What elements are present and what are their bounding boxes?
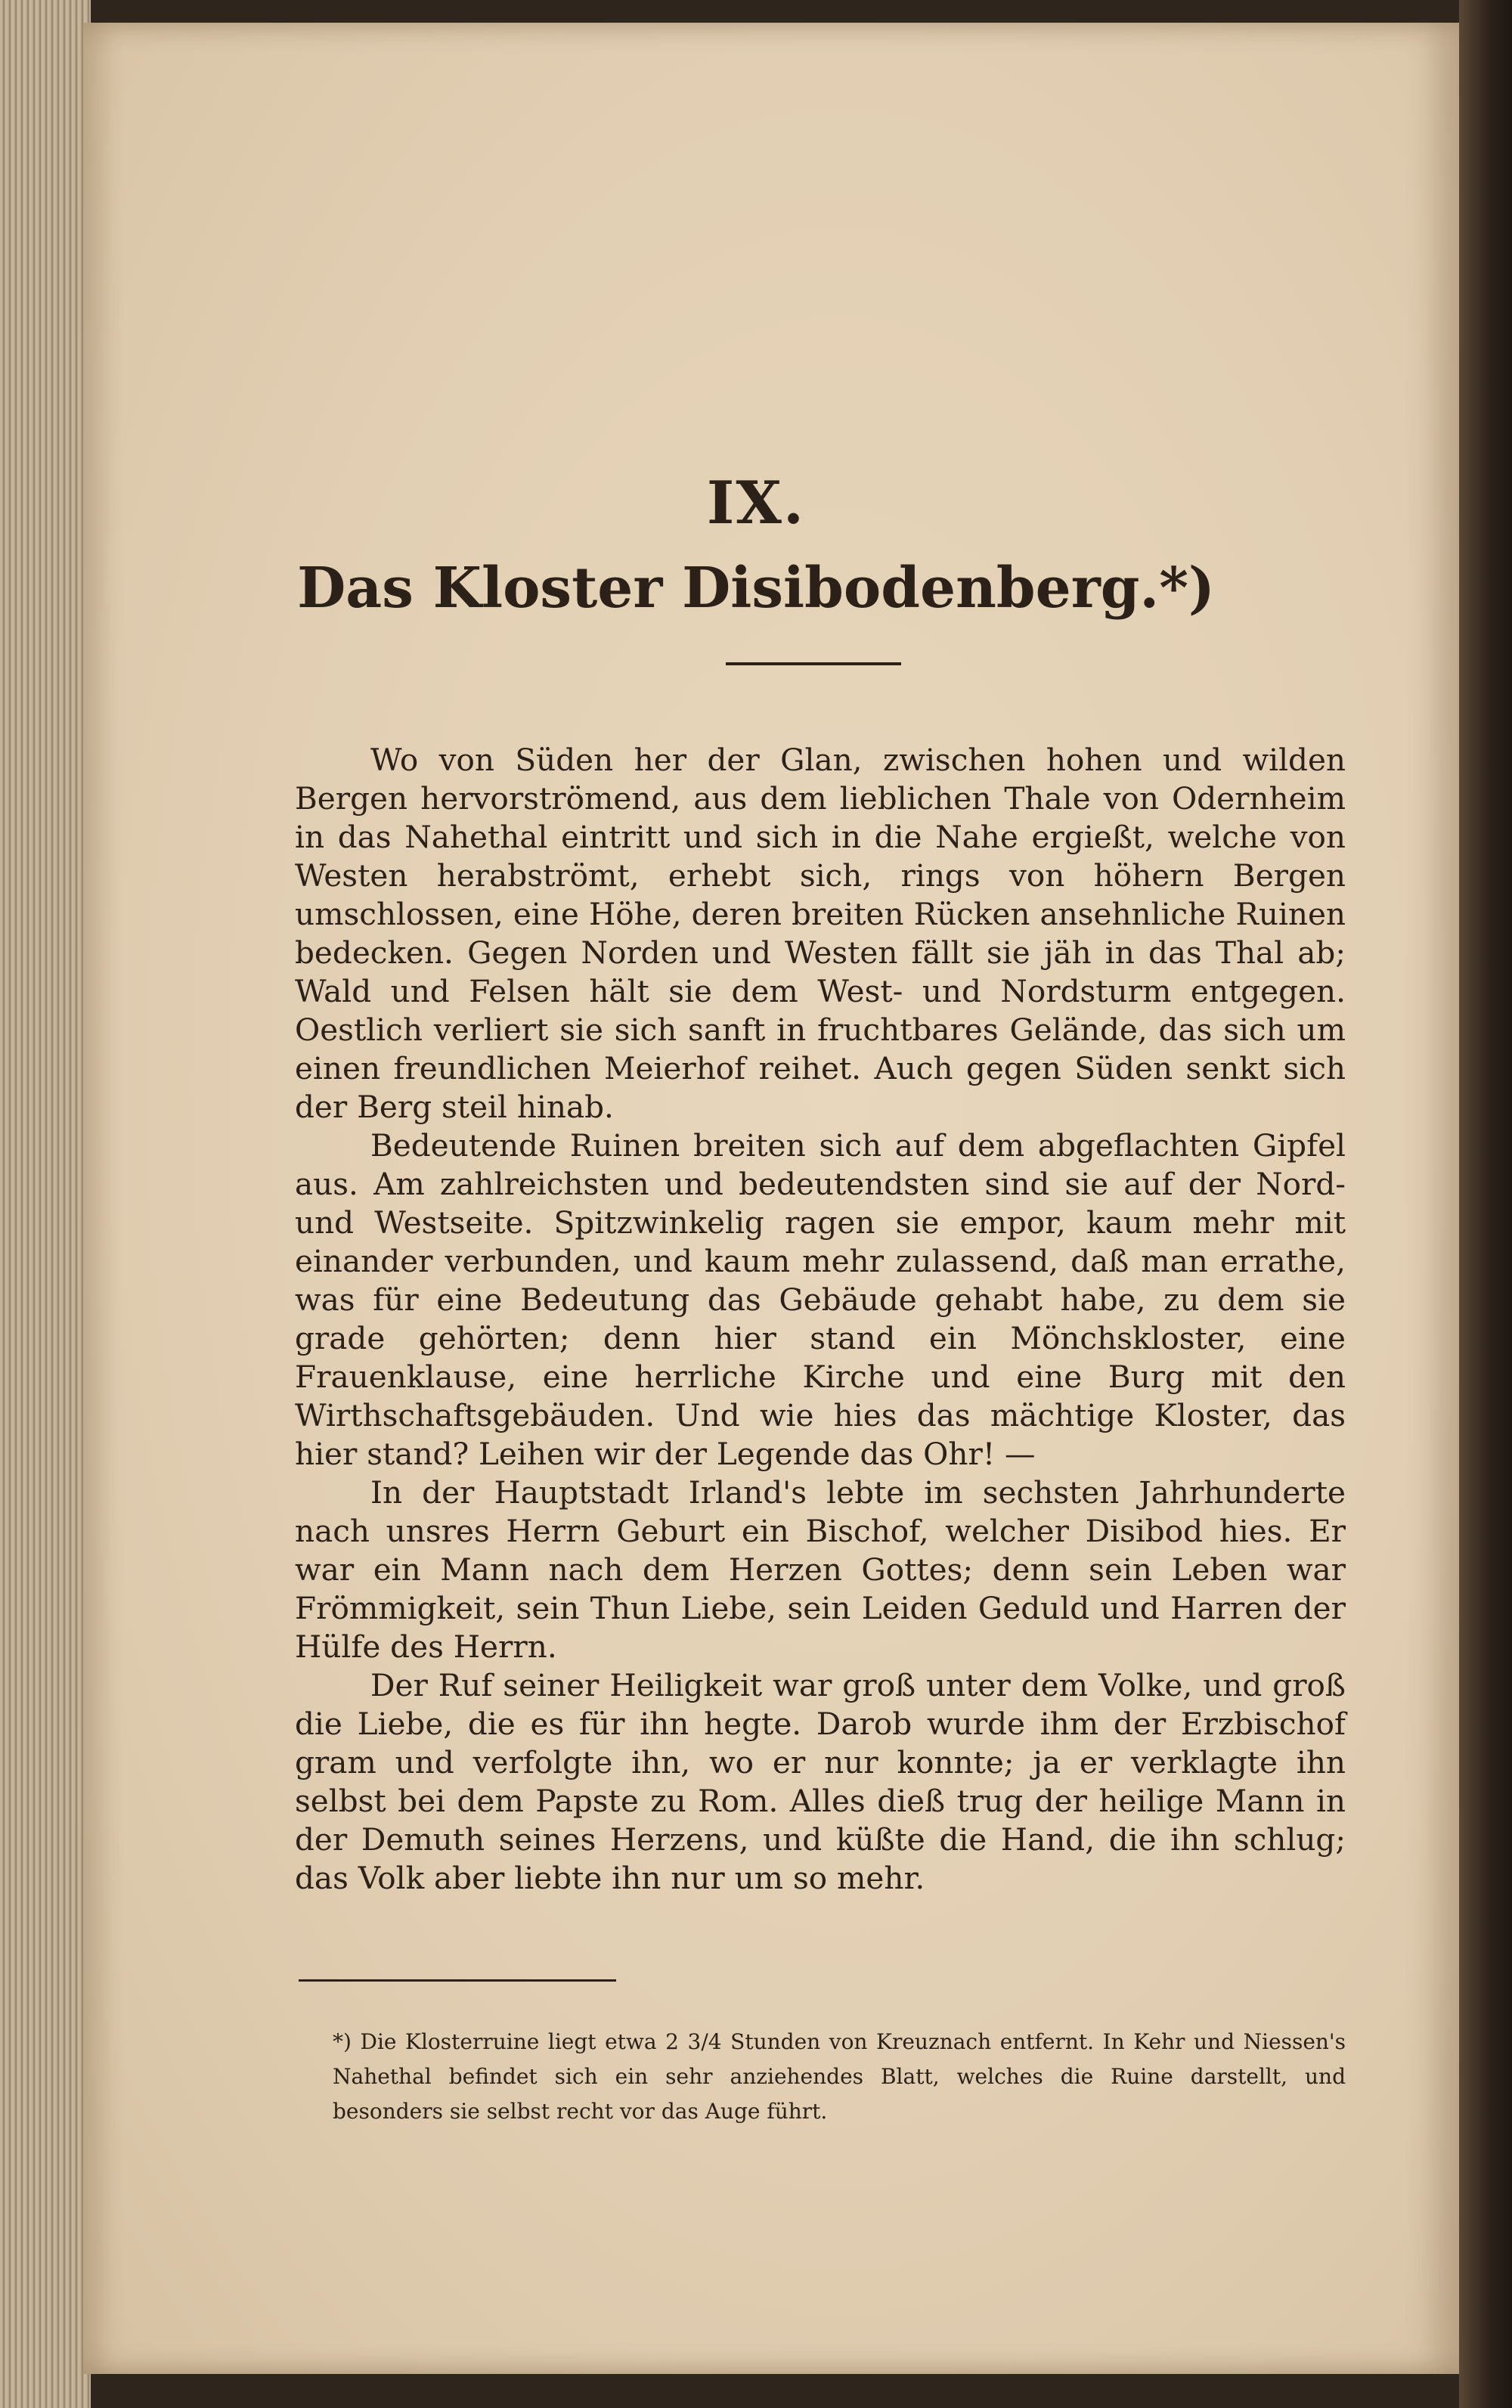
paragraph: Der Ruf seiner Heiligkeit war groß unter dem Volke, und groß die Liebe, die es für ihn hegte. Darob wurde ihm der Erzbischof gram und verfolgte ihn, wo er nur konnte; ja er verklagte ihn selbst bei dem Papste zu Rom. Alles dieß trug der heilige Mann in der Demuth seines Herzens, und küßte die Hand, die ihn schlug; das Volk aber liebte ihn nur um so mehr. (295, 1667, 1346, 1896)
chapter-body (295, 741, 1346, 1898)
paragraph: Wo von Süden her der Glan, zwischen hohen und wilden Bergen hervorströmend, aus dem lieblichen Thale von Odernheim in das Nahethal eintritt und sich in die Nahe ergießt, welche von Westen herabströmt, erhebt sich, rings von höhern Bergen umschlossen, eine Höhe, deren breiten Rücken ansehnliche Ruinen bedecken. Gegen Norden und Westen fällt sie jäh in das Thal ab; Wald und Felsen hält sie dem West- und Nordsturm entgegen. Oestlich verliert sie sich sanft in fruchtbares Gelände, das sich um einen freundlichen Meierhof reihet. Auch gegen Süden senkt sich der Berg steil hinab. (295, 742, 1346, 1125)
paragraph: Bedeutende Ruinen breiten sich auf dem abgeflachten Gipfel aus. Am zahlreichsten und bedeutendsten sind sie auf der Nord- und Westseite. Spitzwinkelig ragen sie empor, kaum mehr mit einander verbunden, und kaum mehr zulassend, daß man errathe, was für eine Bedeutung das Gebäude gehabt habe, zu dem sie grade gehörten; denn hier stand ein Mönchskloster, eine Frauenklause, eine herrliche Kirche und eine Burg mit den Wirthschaftsgebäuden. Und wie hies das mächtige Kloster, das hier stand? Leihen wir der Legende das Ohr! — (295, 1127, 1346, 1472)
chapter-number: IX. (706, 469, 806, 538)
page-stack-edge (0, 0, 91, 2408)
book-cover-edge (1459, 0, 1512, 2408)
footnote: *) Die Klosterruine liegt etwa 2 3/4 Stunden von Kreuznach entfernt. In Kehr und Niessen's Nahethal befindet sich ein sehr anziehendes Blatt, welches die Ruine darstellt, und besonders sie selbst recht vor das Auge führt. (333, 2029, 1346, 2124)
paragraph: In der Hauptstadt Irland's lebte im sechsten Jahrhunderte nach unsres Herrn Geburt ein Bischof, welcher Disibod hies. Er war ein Mann nach dem Herzen Gottes; denn sein Leben war Frömmigkeit, sein Thun Liebe, sein Leiden Geduld und Harren der Hülfe des Herrn. (295, 1474, 1346, 1665)
footnote-divider (299, 1979, 616, 1982)
title-divider (726, 662, 901, 665)
chapter-title: Das Kloster Disibodenberg.*) (297, 556, 1215, 621)
